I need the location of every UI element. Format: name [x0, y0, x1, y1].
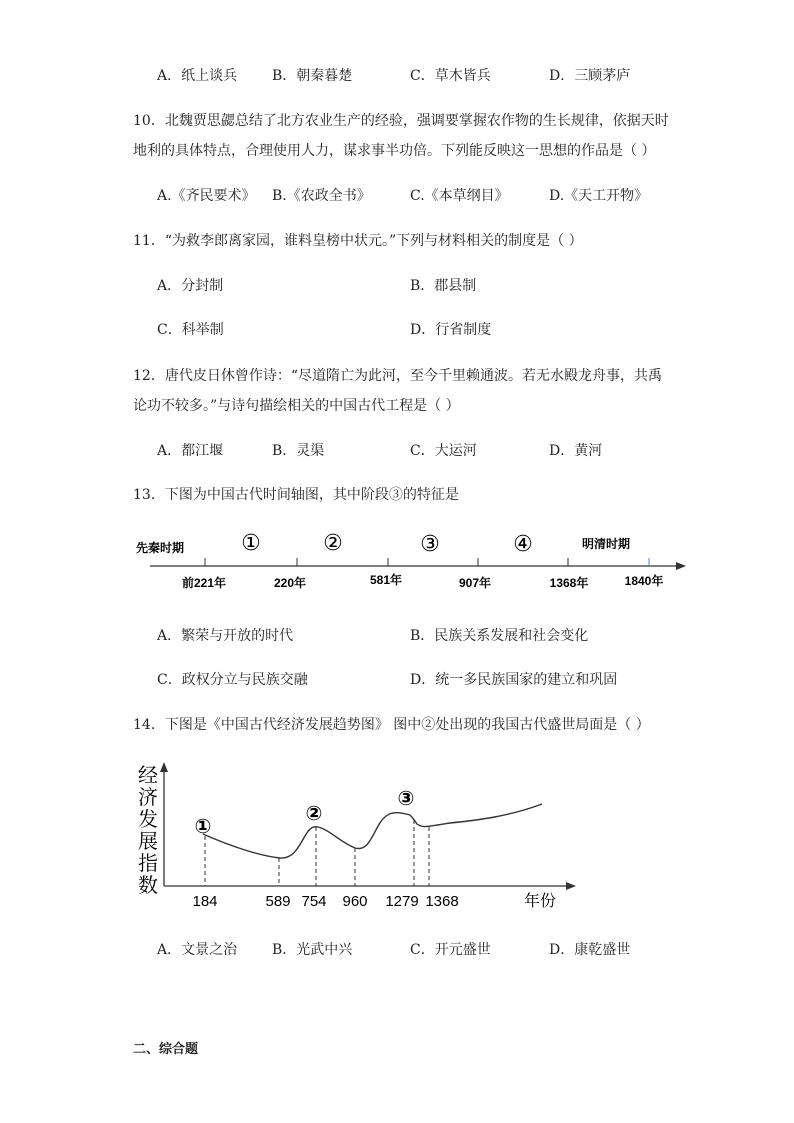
- chart-marker-3: ③: [397, 788, 415, 810]
- q10-stem-line1: 10．北魏贾思勰总结了北方农业生产的经验，强调要掌握农作物的生长规律，依据天时: [133, 113, 669, 129]
- chart-year-label: 754: [301, 893, 327, 910]
- timeline-year-label: 1840年: [624, 574, 664, 588]
- chart-xlabel: 年份: [523, 893, 557, 910]
- chart-ylabel-char: 数: [138, 875, 158, 897]
- q9-option-c: C．草木皆兵: [410, 68, 491, 84]
- chart-year-label: 960: [342, 893, 368, 910]
- chart-ylabel-char: 经: [138, 765, 158, 787]
- chart-marker-2: ②: [305, 803, 323, 825]
- chart-ylabel-char: 济: [138, 787, 158, 809]
- timeline-year-label: 581年: [369, 573, 403, 587]
- chart-marker-1: ①: [194, 816, 212, 838]
- q12-option-a: A．都江堰: [157, 443, 224, 459]
- q13-option-b: B．民族关系发展和社会变化: [410, 628, 589, 644]
- q13-option-a: A．繁荣与开放的时代: [157, 628, 294, 644]
- q9-option-b: B．朝秦暮楚: [272, 68, 353, 84]
- q11-option-a: A．分封制: [157, 278, 224, 294]
- chart-year-label: 184: [192, 893, 218, 910]
- timeline-stage-3: ③: [420, 531, 440, 556]
- chart-y-arrow-icon: [160, 762, 168, 772]
- q12-stem-line2: 论功不较多。”与诗句描绘相关的中国古代工程是（ ）: [133, 398, 460, 414]
- q13-stem: 13．下图为中国古代时间轴图，其中阶段③的特征是: [133, 487, 459, 503]
- q9-option-a: A．纸上谈兵: [157, 68, 238, 84]
- chart-ylabel-char: 展: [138, 831, 158, 853]
- chart-trend-curve: [203, 804, 542, 858]
- timeline-stage-1: ①: [241, 530, 261, 555]
- timeline-year-label: 220年: [273, 576, 307, 590]
- q11-option-d: D．行省制度: [410, 322, 492, 338]
- chart-year-label: 1279: [385, 893, 419, 910]
- q9-option-d: D．三顾茅庐: [549, 68, 631, 84]
- q14-option-d: D．康乾盛世: [549, 942, 631, 958]
- q14-option-c: C．开元盛世: [410, 942, 491, 958]
- timeline-year-label: 前221年: [181, 576, 227, 590]
- q13-option-d: D．统一多民族国家的建立和巩固: [410, 672, 618, 688]
- chart-ylabel-char: 指: [138, 853, 158, 875]
- chart-year-label: 1368: [425, 893, 459, 910]
- chart-ylabel-char: 发: [138, 809, 158, 831]
- q11-option-b: B．郡县制: [410, 278, 477, 294]
- chart-year-label: 589: [265, 893, 291, 910]
- chart-x-arrow-icon: [566, 882, 576, 890]
- q14-option-a: A．文景之治: [157, 942, 238, 958]
- q10-option-d: D.《天工开物》: [549, 188, 649, 204]
- q12-option-b: B．灵渠: [272, 443, 325, 459]
- q10-option-b: B.《农政全书》: [272, 188, 371, 204]
- q13-option-c: C．政权分立与民族交融: [157, 672, 308, 688]
- timeline-stage-2: ②: [323, 530, 343, 555]
- timeline-stage-4: ④: [513, 531, 533, 556]
- timeline-start-label: 先秦时期: [136, 541, 185, 555]
- q12-stem-line1: 12．唐代皮日休曾作诗：“尽道隋亡为此河，至今千里赖通波。若无水殿龙舟事，共禹: [133, 368, 662, 384]
- q12-option-c: C．大运河: [410, 443, 477, 459]
- timeline-year-label: 907年: [458, 576, 492, 590]
- timeline-arrow-icon: [676, 562, 686, 570]
- q14-option-b: B．光武中兴: [272, 942, 353, 958]
- q11-stem: 11．“为救李郎离家园，谁料皇榜中状元。”下列与材料相关的制度是（ ）: [133, 233, 583, 249]
- timeline-year-label: 1368年: [549, 576, 589, 590]
- timeline-end-label: 明清时期: [582, 537, 631, 551]
- q13-timeline-figure: [130, 522, 700, 597]
- q10-option-a: A.《齐民要术》: [157, 188, 256, 204]
- q10-option-c: C.《本草纲目》: [410, 188, 509, 204]
- q12-option-d: D．黄河: [549, 443, 603, 459]
- q10-stem-line2: 地利的具体特点，合理使用人力，谋求事半功倍。下列能反映这一思想的作品是（ ）: [133, 143, 656, 159]
- section-heading: 二、综合题: [133, 1042, 199, 1057]
- q11-option-c: C．科举制: [157, 322, 224, 338]
- q14-stem: 14．下图是《中国古代经济发展趋势图》 图中②处出现的我国古代盛世局面是（ ）: [133, 717, 650, 733]
- q14-economy-trend-figure: [130, 758, 590, 916]
